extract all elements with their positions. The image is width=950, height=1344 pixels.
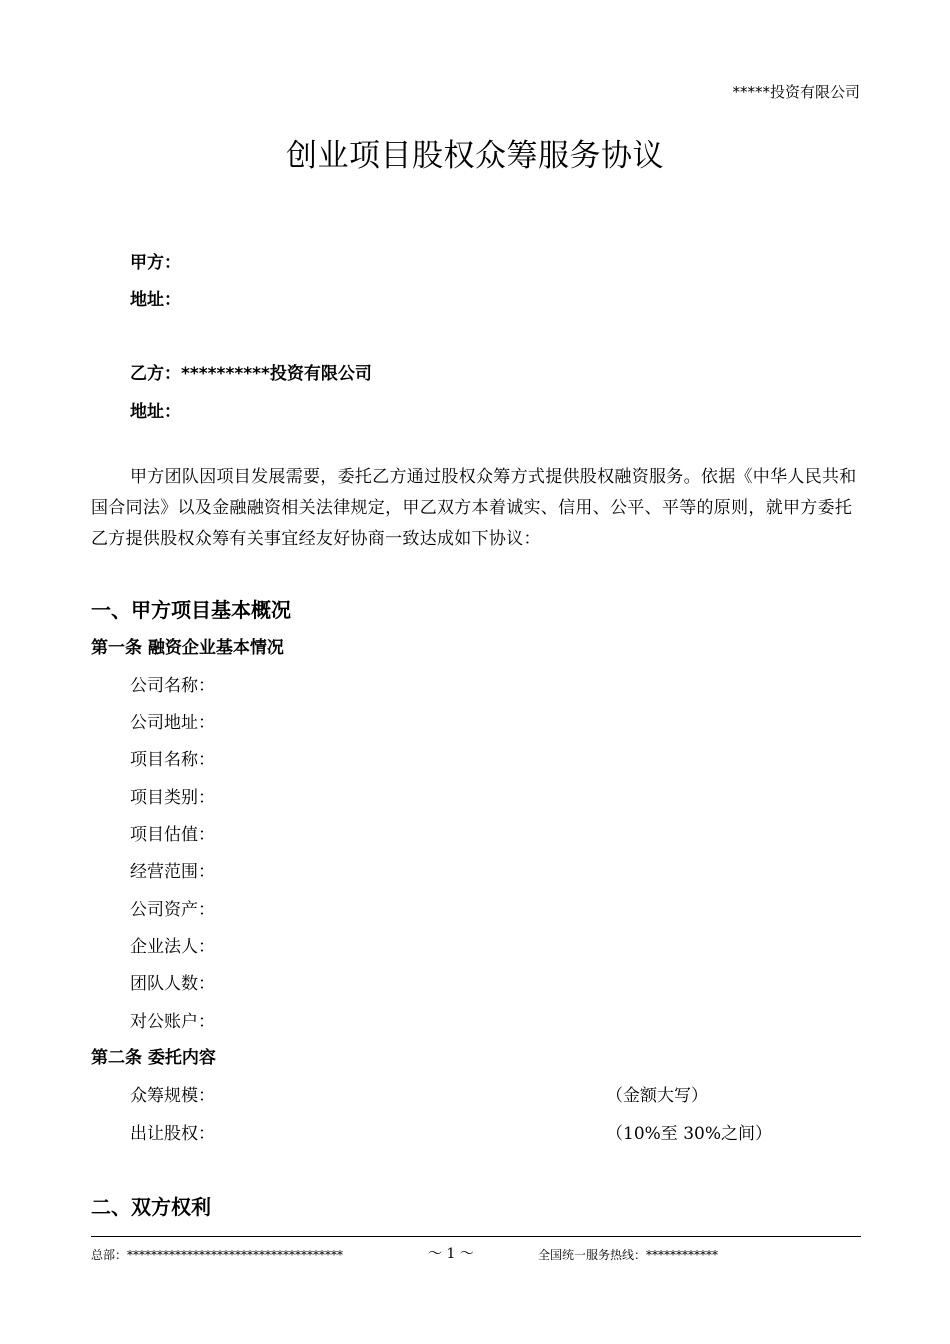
party-b-label: 乙方：**********投资有限公司: [130, 364, 372, 384]
field-project-name: 项目名称：: [130, 750, 215, 770]
section-1-heading: 一、甲方项目基本概况: [91, 598, 291, 622]
article-1-heading: 第一条 融资企业基本情况: [91, 638, 284, 658]
field-project-valuation: 项目估值：: [130, 825, 215, 845]
document-title: 创业项目股权众筹服务协议: [286, 138, 664, 174]
footer-headquarters: 总部：************************************: [91, 1248, 344, 1262]
field-equity-transfer: 出让股权：: [130, 1124, 215, 1144]
party-a-address-label: 地址：: [130, 290, 181, 310]
article-2-heading: 第二条 委托内容: [91, 1048, 216, 1068]
field-legal-representative: 企业法人：: [130, 937, 215, 957]
footer-hotline: 全国统一服务热线：************: [538, 1248, 719, 1262]
note-amount-in-words: （金额大写）: [606, 1086, 708, 1106]
footer-divider: [91, 1236, 861, 1237]
party-b-address-label: 地址：: [130, 402, 181, 422]
company-header: *****投资有限公司: [732, 83, 860, 101]
field-crowdfunding-scale: 众筹规模：: [130, 1086, 215, 1106]
field-company-name: 公司名称：: [130, 676, 215, 696]
party-a-label: 甲方：: [130, 253, 181, 273]
field-team-size: 团队人数：: [130, 974, 215, 994]
field-business-scope: 经营范围：: [130, 862, 215, 882]
field-project-category: 项目类别：: [130, 788, 215, 808]
field-company-assets: 公司资产：: [130, 900, 215, 920]
section-2-heading: 二、双方权利: [91, 1195, 211, 1219]
field-corporate-account: 对公账户：: [130, 1012, 215, 1032]
intro-paragraph: 甲方团队因项目发展需要，委托乙方通过股权众筹方式提供股权融资服务。依据《中华人民共和国合同法》以及金融融资相关法律规定，甲乙双方本着诚实、信用、公平、平等的原则，就甲方委托乙方提供股权众筹有关事宜经友好协商一致达成如下协议：: [91, 467, 857, 549]
note-equity-range: （10%至 30%之间）: [606, 1124, 772, 1144]
footer-page-number: ～ 1 ～: [428, 1246, 474, 1262]
field-company-address: 公司地址：: [130, 713, 215, 733]
